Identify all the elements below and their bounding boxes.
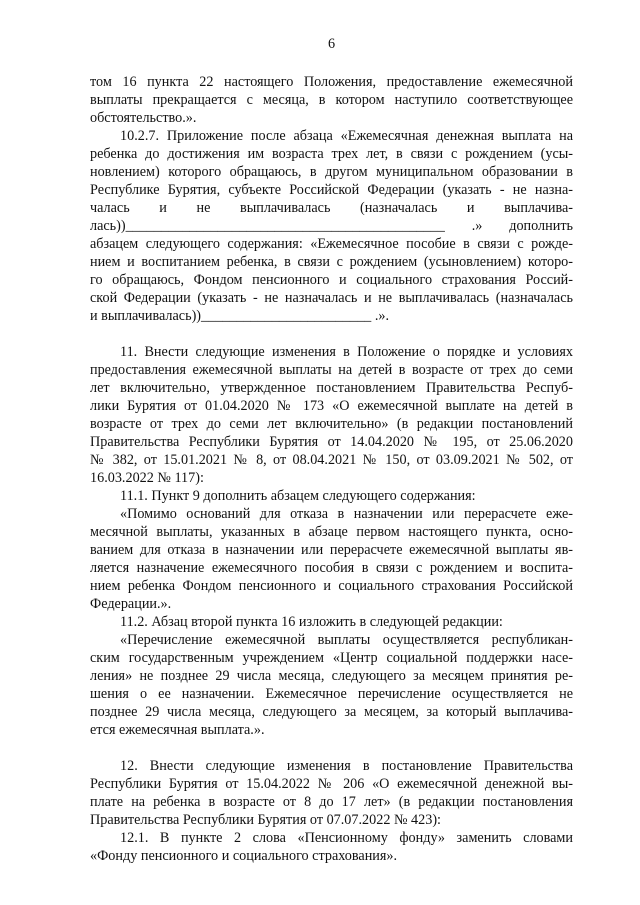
text-line: 12. Внести следующие изменения в постановление Правительства xyxy=(120,758,573,774)
text-line: чалась и не выплачивалась (назначалась и выплачива- xyxy=(90,200,573,216)
text-line: Федерации.». xyxy=(90,596,172,612)
text-line: ским государственным учреждением «Центр социальной поддержки насе- xyxy=(90,650,573,666)
text-line: «Перечисление ежемесячной выплаты осуществляется республикан- xyxy=(120,632,573,648)
text-line: Правительства Республики Бурятия от 07.07.2022 № 423): xyxy=(90,812,441,828)
text-line: новлением) которого обращаюсь, в другом муниципальном образовании в xyxy=(90,164,573,180)
text-line: предоставления ежемесячной выплаты на детей в возрасте от трех до семи xyxy=(90,362,573,378)
text-line: шения о ее назначении. Ежемесячное перечисление осуществляется не xyxy=(90,686,573,702)
text-line: возрасте от трех до семи лет включительно» (в редакции постановлений xyxy=(90,416,573,432)
text-line: ется ежемесячная выплата.». xyxy=(90,722,265,738)
text-line: лась))_____________________________________________ .» дополнить xyxy=(90,218,573,234)
text-line: Республике Бурятия, субъекте Российской Федерации (указать - не назна- xyxy=(90,182,573,198)
text-line: «Фонду пенсионного и социального страхования». xyxy=(90,848,398,864)
text-line: и выплачивалась))________________________ .». xyxy=(90,308,390,324)
text-line: 11. Внести следующие изменения в Положение о порядке и условиях xyxy=(120,344,573,360)
text-line: ребенка до достижения им возраста трех лет, в связи с рождением (усы- xyxy=(90,146,573,162)
text-line: 12.1. В пункте 2 слова «Пенсионному фонду» заменить словами xyxy=(120,830,573,846)
text-line: обстоятельство.». xyxy=(90,110,197,126)
text-line: № 382, от 15.01.2021 № 8, от 08.04.2021 № 150, от 03.09.2021 № 502, от xyxy=(90,452,573,468)
text-line: позднее 29 числа месяца, следующего за месяцем, за который выплачива- xyxy=(90,704,573,720)
text-line: плате на ребенка в возрасте от 8 до 17 лет» (в редакции постановления xyxy=(90,794,573,810)
text-line: том 16 пункта 22 настоящего Положения, предоставление ежемесячной xyxy=(90,74,573,90)
text-line: ляется назначение ежемесячного пособия в связи с рождением и воспита- xyxy=(90,560,573,576)
text-line: нием и воспитанием ребенка, в связи с рождением (усыновлением) которо- xyxy=(90,254,573,270)
text-line: 10.2.7. Приложение после абзаца «Ежемесячная денежная выплата на xyxy=(120,128,573,144)
text-line: лет включительно, утвержденное постановлением Правительства Респуб- xyxy=(90,380,573,396)
text-line: «Помимо оснований для отказа в назначении или перерасчете еже- xyxy=(120,506,573,522)
text-line: Правительства Республики Бурятия от 14.04.2020 № 195, от 25.06.2020 xyxy=(90,434,573,450)
text-line: 11.2. Абзац второй пункта 16 изложить в следующей редакции: xyxy=(120,614,503,630)
text-line: ской Федерации (указать - не назначалась и не выплачивалась (назначалась xyxy=(90,290,573,306)
text-line: ления» не позднее 29 числа месяца, следующего за месяцем принятия ре- xyxy=(90,668,573,684)
text-line: ванием для отказа в назначении или перерасчете ежемесячной выплаты яв- xyxy=(90,542,573,558)
text-line: нием ребенка Фондом пенсионного и социального страхования Российской xyxy=(90,578,573,594)
text-line: месячной выплаты, указанных в абзаце первом настоящего пункта, осно- xyxy=(90,524,573,540)
text-line: лики Бурятия от 01.04.2020 № 173 «О ежемесячной выплате на детей в xyxy=(90,398,573,414)
text-line: выплаты прекращается с месяца, в котором наступило соответствующее xyxy=(90,92,573,108)
text-line: 16.03.2022 № 117): xyxy=(90,470,204,486)
text-line: Республики Бурятия от 15.04.2022 № 206 «О ежемесячной денежной вы- xyxy=(90,776,573,792)
text-line: абзацем следующего содержания: «Ежемесячное пособие в связи с рожде- xyxy=(90,236,573,252)
text-line: го обращаюсь, Фондом пенсионного и социального страхования Россий- xyxy=(90,272,573,288)
page-number: 6 xyxy=(327,36,336,52)
text-line: 11.1. Пункт 9 дополнить абзацем следующего содержания: xyxy=(120,488,476,504)
